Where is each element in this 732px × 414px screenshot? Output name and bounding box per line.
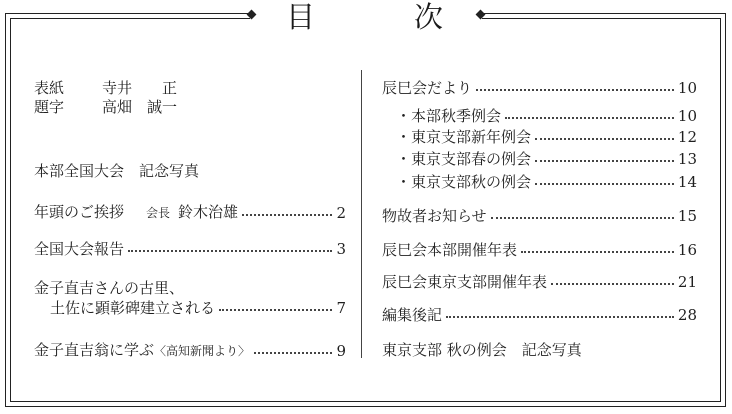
credit-name: 高畑 誠一 [102, 98, 178, 116]
toc-entry-news[interactable] [382, 79, 697, 97]
entry-title: 辰巳会東京支部開催年表 [382, 273, 548, 291]
toc-entry-tokyo-history[interactable] [382, 273, 697, 291]
photo-caption-hq: 本部全国大会 記念写真 [34, 162, 200, 180]
entry-title: 物故者お知らせ [382, 207, 487, 225]
title-band [250, 4, 482, 28]
leader-dots [476, 89, 674, 91]
toc-entry-learn[interactable] [34, 341, 346, 360]
entry-title: 編集後記 [382, 306, 443, 324]
toc-entry-hq-history[interactable] [382, 241, 697, 259]
credit-calligraphy [34, 98, 177, 116]
leader-dots [254, 352, 332, 354]
leader-dots [535, 183, 674, 185]
leader-dots [219, 309, 332, 311]
page-number: 2 [336, 203, 346, 222]
entry-title: 金子直吉翁に学ぶ [34, 341, 155, 359]
page-number: 16 [677, 241, 697, 259]
leader-dots [242, 214, 332, 216]
page-number: 9 [336, 341, 346, 360]
leader-dots [491, 217, 674, 219]
leader-dots [551, 283, 674, 285]
photo-caption-tokyo: 東京支部 秋の例会 記念写真 [382, 341, 582, 359]
toc-entry-report[interactable] [34, 240, 346, 258]
page-number: 10 [677, 79, 697, 97]
page-number: 7 [336, 299, 346, 317]
toc-entry-greeting[interactable] [34, 203, 346, 222]
credit-cover [34, 79, 177, 97]
toc-subentry-tokyo-spring[interactable] [396, 150, 697, 168]
page-number: 15 [677, 207, 697, 225]
page-number: 21 [677, 273, 697, 291]
page-number: 12 [677, 128, 697, 146]
entry-title: ・東京支部春の例会 [396, 150, 532, 168]
leader-dots [446, 316, 674, 318]
page-number: 13 [677, 150, 697, 168]
leader-dots [505, 117, 674, 119]
leader-dots [535, 160, 674, 162]
toc-subentry-tokyo-autumn[interactable] [396, 173, 697, 191]
toc-subentry-hq-autumn[interactable] [396, 107, 697, 125]
toc-entry-monument-line1[interactable]: 金子直吉さんの古里、 [34, 279, 185, 297]
page-number: 10 [677, 107, 697, 125]
page-number: 14 [677, 173, 697, 191]
entry-title: ・東京支部新年例会 [396, 128, 532, 146]
page-title-char-1: 目 [286, 0, 316, 34]
toc-entry-monument[interactable] [50, 299, 346, 317]
entry-title: ・東京支部秋の例会 [396, 173, 532, 191]
toc-entry-obituary[interactable] [382, 207, 697, 225]
page-title-char-2: 次 [414, 0, 444, 34]
entry-title: 年頭のご挨拶 [34, 203, 125, 221]
entry-title: 辰巳会だより [382, 79, 473, 97]
toc-subentry-tokyo-newyear[interactable] [396, 128, 697, 146]
credit-name: 寺井 正 [102, 79, 178, 97]
leader-dots [535, 138, 674, 140]
credit-role: 題字 [34, 98, 65, 116]
leader-dots [128, 250, 332, 252]
entry-title: ・本部秋季例会 [396, 107, 502, 125]
toc-entry-afterword[interactable] [382, 306, 697, 324]
entry-title: 全国大会報告 [34, 240, 125, 258]
credit-role: 表紙 [34, 79, 65, 97]
page-number: 3 [336, 240, 346, 258]
page-number: 28 [677, 306, 697, 324]
entry-source-note: 〈高知新聞より〉 [154, 344, 251, 358]
entry-author: 鈴木治雄 [178, 203, 239, 221]
leader-dots [521, 251, 674, 253]
entry-author-role: 会長 [146, 206, 171, 220]
column-divider [361, 70, 362, 358]
entry-title: 辰巳会本部開催年表 [382, 241, 518, 259]
entry-title: 土佐に顕彰碑建立される [50, 299, 216, 317]
